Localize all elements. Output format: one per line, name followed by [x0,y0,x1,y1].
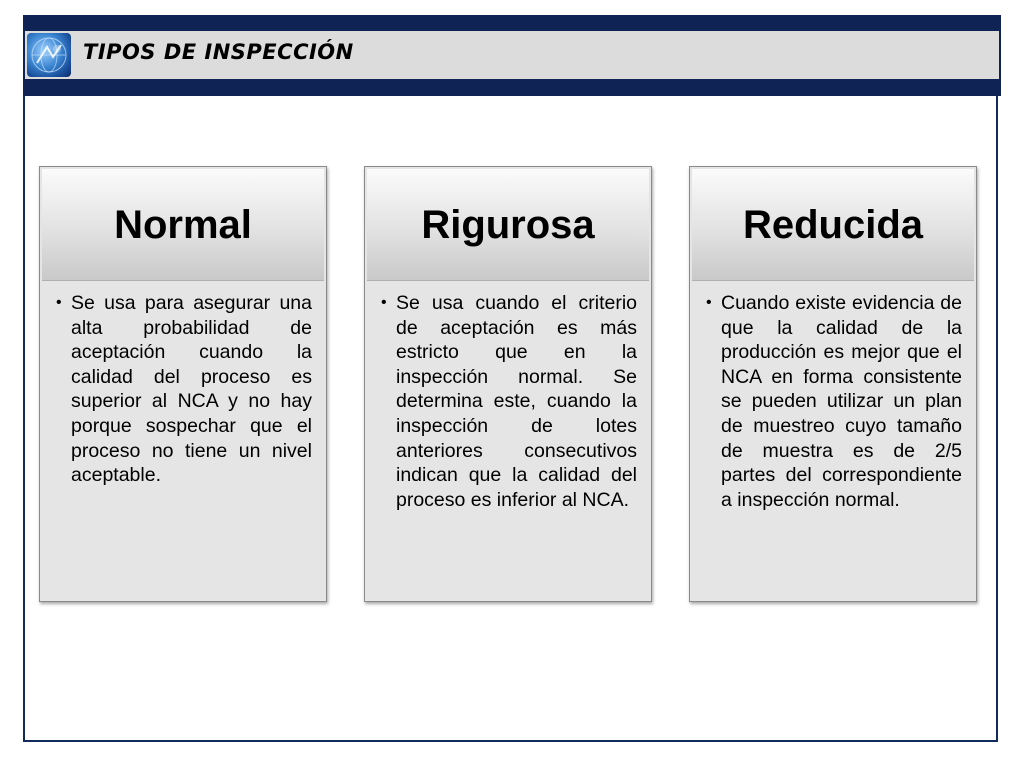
card-text: Se usa cuando el criterio de aceptación es más estricto que en la inspección normal. Se determina este, cuando la inspección de lotes anteriores consecutivos indican que la calidad del proceso es inferior al NCA. [396,292,637,511]
card-text: Cuando existe evidencia de que la calidad de la producción es mejor que el NCA en forma consistente se pueden utilizar un plan de muestreo cuyo tamaño de muestra es de 2/5 partes del correspondiente a inspección normal. [721,292,962,511]
page-title: TIPOS DE INSPECCIÓN [83,40,354,64]
card-header [692,169,974,281]
card-header [367,169,649,281]
card-title: Reducida [742,203,924,247]
card-title: Normal [114,203,252,247]
card-normal [39,166,327,602]
card-header [42,169,324,281]
globe-logo-icon [27,33,71,77]
bullet: • [56,294,62,311]
bullet: • [381,294,387,311]
card-body [381,291,637,512]
card-body [56,291,312,488]
card-rigurosa [364,166,652,602]
bullet: • [706,294,712,311]
card-body [706,291,962,512]
card-reducida [689,166,977,602]
card-title: Rigurosa [421,203,595,247]
card-text: Se usa para asegurar una alta probabilidad de aceptación cuando la calidad del proceso es superior al NCA y no hay porque sospechar que el proceso no tiene un nivel aceptable. [71,292,312,487]
